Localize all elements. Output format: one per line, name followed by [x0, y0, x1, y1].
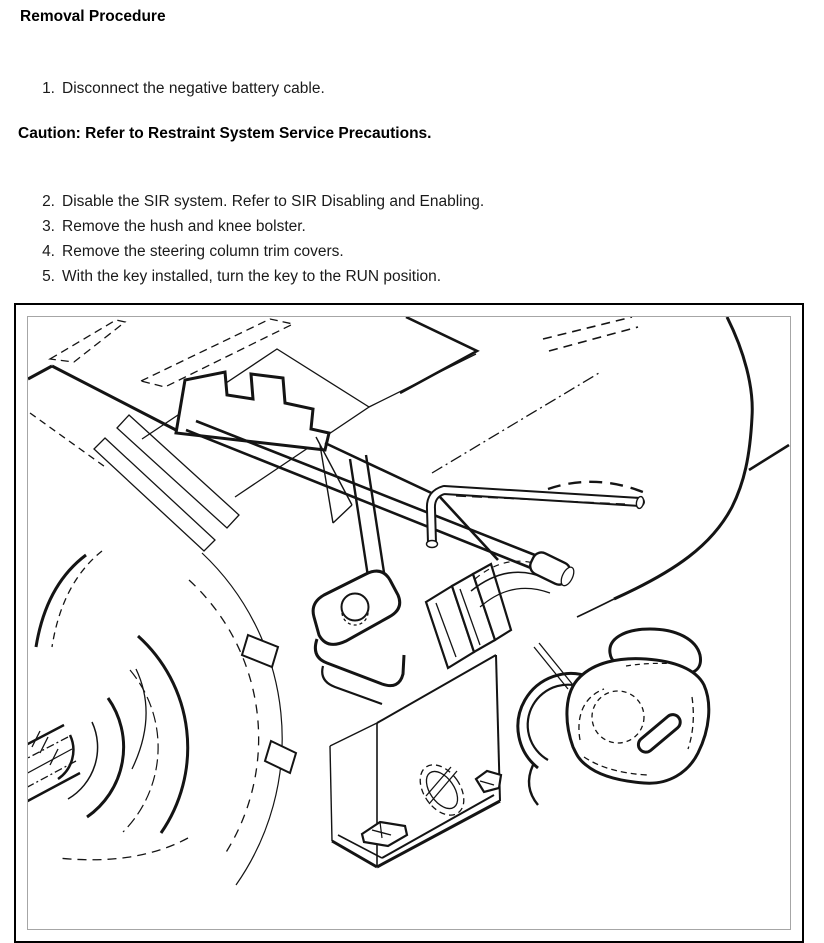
step-text: Remove the hush and knee bolster. [62, 218, 306, 235]
figure-inner-border [27, 316, 791, 930]
procedure-steps [0, 189, 824, 289]
step-text: With the key installed, turn the key to the RUN position. [62, 268, 442, 285]
procedure-step [40, 214, 824, 239]
figure-frame [14, 303, 804, 943]
step-number: 3. [42, 218, 55, 235]
step-text: Disconnect the negative battery cable. [62, 80, 325, 97]
page-title: Removal Procedure [20, 8, 166, 25]
procedure-step [40, 76, 824, 101]
step-number: 1. [42, 80, 55, 97]
procedure-step [40, 189, 824, 214]
step-number: 4. [42, 243, 55, 260]
caution-note: Caution: Refer to Restraint System Service Precautions. [18, 125, 432, 142]
document-page [0, 8, 824, 943]
step-number: 5. [42, 268, 55, 285]
step-text: Remove the steering column trim covers. [62, 243, 344, 260]
procedure-step [40, 239, 824, 264]
ignition-lock-cylinder-illustration [28, 317, 790, 919]
procedure-step [40, 264, 824, 289]
step-number: 2. [42, 193, 55, 210]
step-text: Disable the SIR system. Refer to SIR Disabling and Enabling. [62, 193, 485, 210]
